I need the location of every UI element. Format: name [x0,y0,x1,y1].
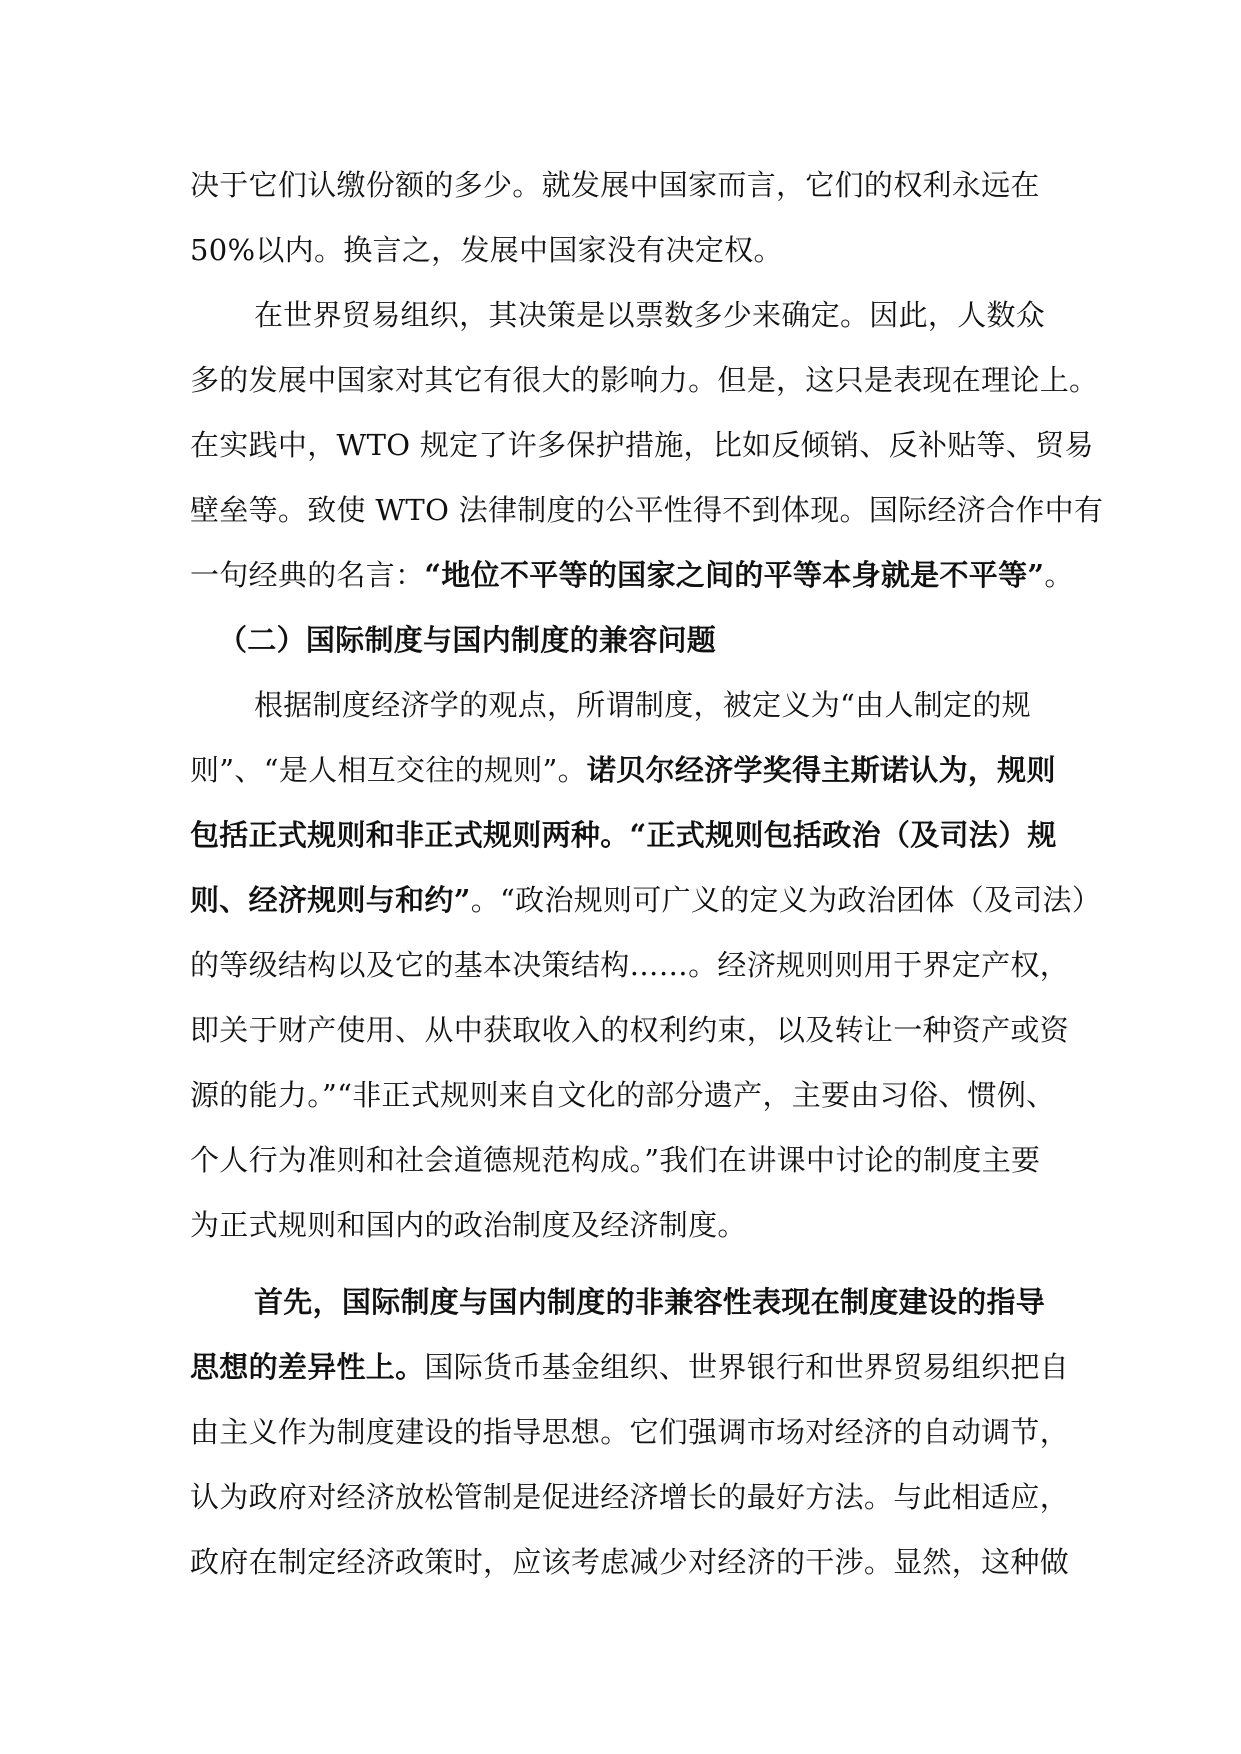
bold-text-run: 思想的差异性上。 [190,1350,425,1384]
text-line: 为正式规则和国内的政治制度及经济制度。 [190,1208,747,1242]
paragraph-3 [190,673,1102,1258]
text-line-bold: 首先，国际制度与国内制度的非兼容性表现在制度建设的指导 [254,1285,1046,1319]
text-line: 源的能力。”“非正式规则来自文化的部分遗产，主要由习俗、惯例、 [190,1078,1056,1112]
text-line: 根据制度经济学的观点，所谓制度，被定义为“由人制定的规 [254,688,1031,722]
text-line [190,543,1074,608]
text-line: 决于它们认缴份额的多少。就发展中国家而言，它们的权利永远在 [190,168,1040,202]
text-line: 政府在制定经济政策时，应该考虑减少对经济的干涉。显然，这种做 [190,1545,1070,1579]
text-line [190,738,1060,803]
text-line: 壁垒等。致使 WTO 法律制度的公平性得不到体现。国际经济合作中有 [190,493,1104,527]
text-line: 认为政府对经济放松管制是促进经济增长的最好方法。与此相适应， [190,1480,1070,1514]
bold-text-run: 则、经济规则与和约” [190,883,471,917]
text-line: 由主义作为制度建设的指导思想。它们强调市场对经济的自动调节， [190,1415,1070,1449]
text-run: 。“政治规则可广义的定义为政治团体（及司法） [470,883,1102,917]
bold-text-run: 诺贝尔经济学奖得主斯诺认为，规则 [586,753,1056,787]
text-run: 。 [1044,558,1074,592]
text-run: 则”、“是人相互交往的规则”。 [190,753,587,787]
text-run: 一句经典的名言： [190,558,425,592]
text-line [190,868,1102,933]
document-body [190,153,1104,1595]
text-line-bold: 包括正式规则和非正式规则两种。“正式规则包括政治（及司法）规 [190,818,1057,852]
bold-quote: “地位不平等的国家之间的平等本身就是不平等” [424,558,1045,592]
text-line: 多的发展中国家对其它有很大的影响力。但是，这只是表现在理论上。 [190,363,1099,397]
text-line: 在实践中，WTO 规定了许多保护措施，比如反倾销、反补贴等、贸易 [190,428,1094,462]
text-run: 国际货币基金组织、世界银行和世界贸易组织把自 [424,1350,1070,1384]
text-line: 个人行为准则和社会道德规范构成。”我们在讲课中讨论的制度主要 [190,1143,1041,1177]
text-line: 即关于财产使用、从中获取收入的权利约束，以及转让一种资产或资 [190,1013,1070,1047]
text-line [190,1335,1070,1400]
text-line: 的等级结构以及它的基本决策结构……。经济规则则用于界定产权， [190,948,1070,982]
section-heading: （二）国际制度与国内制度的兼容问题 [218,623,717,657]
paragraph-1 [190,153,1060,283]
paragraph-2 [190,283,1104,608]
text-line: 50%以内。换言之，发展中国家没有决定权。 [190,233,783,267]
text-line: 在世界贸易组织，其决策是以票数多少来确定。因此，人数众 [254,298,1046,332]
paragraph-4 [190,1270,1070,1595]
